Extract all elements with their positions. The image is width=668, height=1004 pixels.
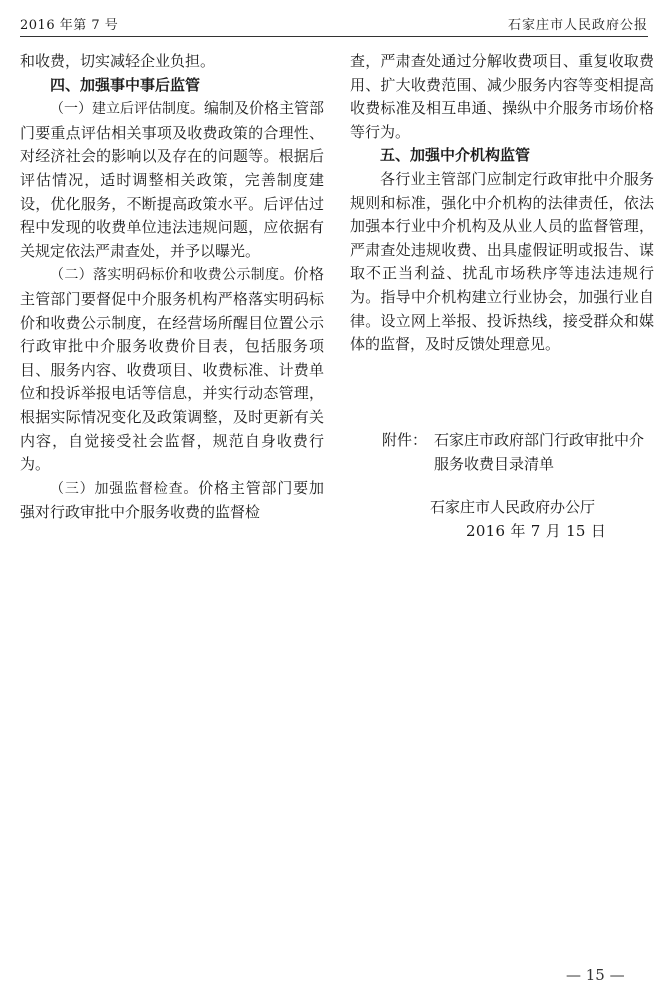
subsection-2-body: 价格主管部门要督促中介服务机构严格落实明码标价和收费公示制度，在经营场所醒目位置公示行政审批中介服务收费价目表，包括服务项目、服务内容、收费项目、收费标准、计费单位和投诉举报电话等信息，并实行动态管理，根据实际情况变化及政策调整，及时更新有关内容，自觉接受社会监督，规范自身收费行为。 — [20, 265, 324, 474]
subsection-3-title: （三）加强监督检查。 — [50, 480, 199, 497]
issue-number: 2016 年第 7 号 — [20, 18, 119, 33]
paragraph-agency-supervision: 各行业主管部门应制定行政审批中介服务规则和标准，强化中介机构的法律责任，依法加强本行业中介机构及从业人员的监督管理，严肃查处违规收费、出具虚假证明或报告、谋取不正当利益、扰乱市场秩序等违法违规行为。指导中介机构建立行业协会，加强行业自律。设立网上举报、投诉热线，接受群众和媒体的监督，及时反馈处理意见。 — [350, 169, 654, 354]
subsection-2 — [20, 263, 324, 476]
subsection-2-title: （二）落实明码标价和收费公示制度。 — [50, 267, 294, 284]
page-number: — 15 — — [566, 966, 625, 984]
subsection-3 — [20, 477, 324, 525]
paragraph-continuation-right: 查，严肃查处通过分解收费项目、重复收取费用、扩大收费范围、减少服务内容等变相提高收费标准及相互串通、操纵中介服务市场价格等行为。 — [350, 52, 654, 141]
left-column — [20, 50, 324, 525]
issue-date: 2016 年 7 月 15 日 — [466, 522, 607, 540]
right-column — [350, 50, 654, 357]
journal-title: 石家庄市人民政府公报 — [507, 18, 648, 33]
attachment-label: 附件： — [382, 431, 428, 449]
subsection-1-body: 编制及价格主管部门要重点评估相关事项及收费政策的合理性、对经济社会的影响以及存在的问题等。根据后评估情况，适时调整相关政策，完善制度建设，优化服务，不断提高政策水平。后评估过程中发现的收费单位违法违规问题，应依据有关规定依法严肃查处，并予以曝光。 — [20, 99, 325, 260]
attachment-title: 石家庄市政府部门行政审批中介服务收费目录清单 — [434, 431, 645, 473]
subsection-1 — [20, 97, 324, 263]
subsection-1-title: （一）建立后评估制度。 — [50, 101, 204, 118]
paragraph-continuation: 和收费，切实减轻企业负担。 — [20, 52, 216, 70]
section-heading-4: 四、加强事中事后监管 — [50, 75, 201, 94]
section-heading-5: 五、加强中介机构监管 — [380, 146, 531, 165]
subsection-3-body: 价格主管部门要加强对行政审批中介服务收费的监督检 — [20, 478, 324, 522]
issuing-organization: 石家庄市人民政府办公厅 — [430, 498, 596, 516]
page-header — [20, 12, 648, 37]
